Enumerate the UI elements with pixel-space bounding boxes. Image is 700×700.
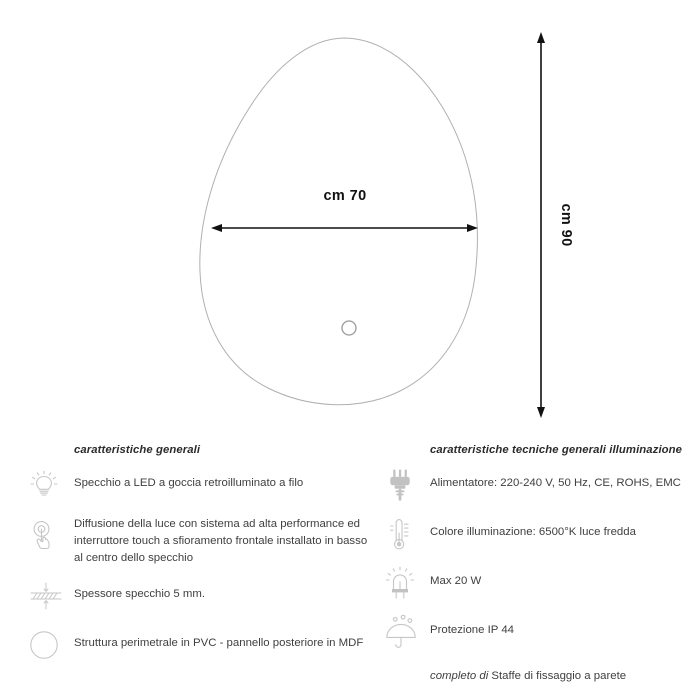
lighting-feature-text: Protezione IP 44 (430, 624, 515, 636)
height-dimension (537, 32, 574, 418)
thickness-icon (26, 576, 74, 616)
lighting-features-heading: caratteristiche tecniche generali illuminazione (430, 444, 683, 456)
lighting-feature-text: Alimentatore: 220-240 V, 50 Hz, CE, ROHS, EMC (430, 477, 681, 489)
list-item (26, 576, 376, 616)
general-feature-text: Struttura perimetrale in PVC - pannello posteriore in MDF (74, 637, 364, 649)
list-item (26, 625, 376, 665)
general-features-heading: caratteristiche generali (74, 444, 201, 456)
list-item (382, 612, 682, 652)
umbrella-rain-icon (382, 612, 430, 652)
list-item (382, 563, 682, 603)
general-features-column (26, 432, 376, 665)
brackets-footnote-italic: completo di (430, 670, 492, 682)
touch-sensor-icon (342, 321, 356, 335)
brackets-footnote (430, 668, 682, 685)
general-feature-text: Specchio a LED a goccia retroilluminato a filo (74, 477, 304, 489)
specifications-section (0, 432, 700, 700)
general-feature-text: Spessore specchio 5 mm. (74, 588, 206, 600)
height-label: cm 90 (558, 203, 574, 247)
height-arrow-top (537, 32, 545, 43)
list-item (382, 514, 682, 554)
lighting-feature-text: Colore illuminazione: 6500°K luce fredda (430, 526, 636, 538)
height-arrow-bottom (537, 407, 545, 418)
circle-frame-icon (26, 625, 74, 665)
mirror-outline-shape (200, 38, 478, 405)
list-item (382, 465, 682, 505)
power-plug-icon (382, 465, 430, 505)
lighting-feature-text: Max 20 W (430, 575, 482, 587)
lightbulb-icon (26, 465, 74, 505)
thermometer-icon (382, 514, 430, 554)
list-item (26, 514, 376, 567)
width-label: cm 70 (323, 188, 367, 204)
led-diode-icon (382, 563, 430, 603)
touch-hand-icon (26, 514, 74, 554)
lighting-features-column (382, 432, 682, 685)
list-item (26, 465, 376, 505)
general-feature-text: Diffusione della luce con sistema ad alta performance ed interruttore touch a sfioramento frontale installato in basso al centro dello specchio (74, 518, 368, 564)
brackets-footnote-rest: Staffe di fissaggio a parete (491, 670, 627, 682)
